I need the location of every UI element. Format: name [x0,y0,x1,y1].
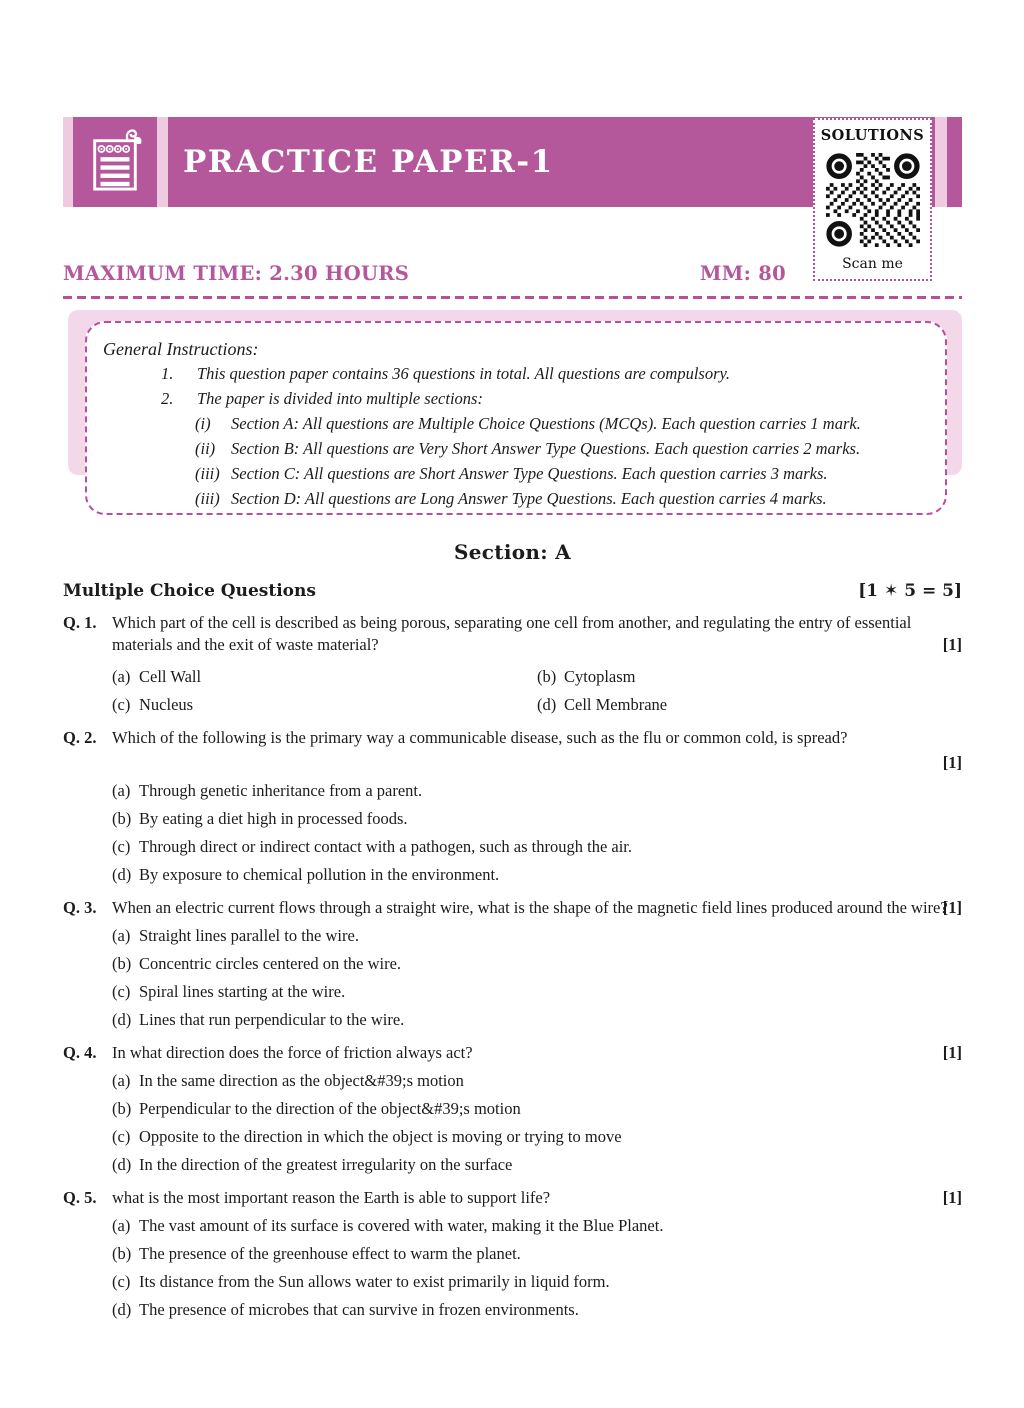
option-label: (b) [537,667,557,686]
dashed-divider [63,296,962,299]
option-label: (c) [112,1127,131,1146]
option-text: Spiral lines starting at the wire. [139,982,346,1001]
option-text: Straight lines parallel to the wire. [139,926,359,945]
questions-list [63,612,962,1321]
question-2 [63,727,962,886]
instruction-number: (iii) [195,489,220,508]
option-label: (d) [112,1010,132,1029]
banner-stripe-mid [157,117,168,207]
option-b [537,666,962,688]
question-marks: [1] [942,753,962,772]
qr-code-icon [826,153,920,247]
question-3 [63,897,962,1031]
solutions-qr-panel [813,118,932,281]
instruction-item [103,361,929,386]
question-number: Q. 2. [63,728,97,747]
option-text: Concentric circles centered on the wire. [139,954,402,973]
option-text: Cell Wall [139,667,202,686]
option-a [112,1215,962,1237]
instructions-box [85,321,947,515]
mcq-header-row [63,581,962,601]
option-label: (c) [112,1272,131,1291]
instruction-text: Section C: All questions are Short Answer Type Questions. Each question carries 3 marks. [231,464,828,483]
option-text: Opposite to the direction in which the object is moving or trying to move [139,1127,622,1146]
option-b [112,1098,962,1120]
instruction-subitem [103,486,929,511]
option-d [537,694,962,716]
option-label: (b) [112,954,132,973]
option-label: (b) [112,1244,132,1263]
option-text: Cell Membrane [564,695,668,714]
notepad-icon [86,127,144,197]
option-c [112,836,962,858]
page-title: PRACTICE PAPER-1 [183,144,554,180]
option-label: (d) [112,1155,132,1174]
option-text: Its distance from the Sun allows water to exist primarily in liquid form. [139,1272,610,1291]
instruction-item [103,386,929,411]
option-label: (c) [112,695,131,714]
option-text: Through genetic inheritance from a parent. [139,781,423,800]
instruction-number: 2. [161,389,174,408]
instruction-text: Section D: All questions are Long Answer Type Questions. Each question carries 4 marks. [231,489,827,508]
option-a [112,780,962,802]
option-c [112,1271,962,1293]
question-4 [63,1042,962,1176]
option-label: (c) [112,982,131,1001]
instruction-subitem [103,411,929,436]
general-instructions [63,321,962,515]
question-marks: [1] [942,635,962,654]
option-label: (a) [112,1216,131,1235]
option-text: The vast amount of its surface is covered with water, making it the Blue Planet. [139,1216,664,1235]
option-text: Cytoplasm [564,667,636,686]
option-text: The presence of the greenhouse effect to warm the planet. [139,1244,521,1263]
instruction-text: Section A: All questions are Multiple Choice Questions (MCQs). Each question carries 1 mark. [231,414,861,433]
instruction-text: The paper is divided into multiple sections: [197,389,483,408]
option-a [112,925,962,947]
question-number: Q. 1. [63,613,97,632]
banner-end-cap [947,117,962,207]
instruction-text: Section B: All questions are Very Short Answer Type Questions. Each question carries 2 marks. [231,439,861,458]
option-d [112,1299,962,1321]
option-a [112,666,537,688]
option-label: (a) [112,667,131,686]
question-number: Q. 5. [63,1188,97,1207]
option-d [112,1154,962,1176]
instruction-text: This question paper contains 36 questions in total. All questions are compulsory. [197,364,731,383]
option-label: (a) [112,781,131,800]
option-c [112,981,962,1003]
instruction-subitem [103,461,929,486]
scan-me-label: Scan me [842,256,903,272]
option-label: (c) [112,837,131,856]
option-label: (d) [537,695,557,714]
option-text: Perpendicular to the direction of the object&#39;s motion [139,1099,521,1118]
option-label: (a) [112,926,131,945]
instruction-subitem [103,436,929,461]
option-text: Lines that run perpendicular to the wire. [139,1010,405,1029]
option-label: (b) [112,809,132,828]
option-text: By eating a diet high in processed foods. [139,809,408,828]
option-c [112,1126,962,1148]
max-time-label: MAXIMUM TIME: 2.30 HOURS [63,262,410,285]
question-marks: [1] [942,1188,962,1207]
banner-stripe-left [63,117,73,207]
banner-stripe-right [935,117,947,207]
question-number: Q. 3. [63,898,97,917]
option-text: In the direction of the greatest irregularity on the surface [139,1155,513,1174]
option-label: (d) [112,865,132,884]
option-c [112,694,537,716]
instruction-number: (i) [195,414,211,433]
option-d [112,864,962,886]
instruction-number: (iii) [195,464,220,483]
option-a [112,1070,962,1092]
instruction-number: 1. [161,364,174,383]
question-marks: [1] [942,1043,962,1062]
option-label: (d) [112,1300,132,1319]
question-text: Which part of the cell is described as being porous, separating one cell from another, and regulating the entry of essential materials and the exit of waste material? [112,613,912,654]
max-marks-label: MM: 80 [699,262,786,285]
option-b [112,808,962,830]
mcq-heading: Multiple Choice Questions [63,581,316,601]
question-1 [63,612,962,716]
option-text: Through direct or indirect contact with a pathogen, such as through the air. [139,837,633,856]
option-text: Nucleus [139,695,194,714]
instruction-number: (ii) [195,439,216,458]
question-text: what is the most important reason the Earth is able to support life? [112,1188,551,1207]
option-text: The presence of microbes that can survive in frozen environments. [139,1300,579,1319]
notepad-icon-block [73,117,157,207]
instructions-title: General Instructions: [103,339,259,359]
question-text: In what direction does the force of friction always act? [112,1043,473,1062]
question-number: Q. 4. [63,1043,97,1062]
option-label: (a) [112,1071,131,1090]
question-marks: [1] [942,898,962,917]
mcq-marks-scheme: [1 ✶ 5 = 5] [858,581,962,601]
question-5 [63,1187,962,1321]
option-text: In the same direction as the object&#39;s motion [139,1071,464,1090]
question-text: Which of the following is the primary way a communicable disease, such as the flu or common cold, is spread? [112,728,848,747]
option-b [112,1243,962,1265]
solutions-label: SOLUTIONS [820,127,925,144]
section-a-title: Section: A [454,540,571,564]
option-b [112,953,962,975]
question-text: When an electric current flows through a straight wire, what is the shape of the magnetic field lines produced around the wire? [112,898,948,917]
option-d [112,1009,962,1031]
option-label: (b) [112,1099,132,1118]
option-text: By exposure to chemical pollution in the environment. [139,865,500,884]
